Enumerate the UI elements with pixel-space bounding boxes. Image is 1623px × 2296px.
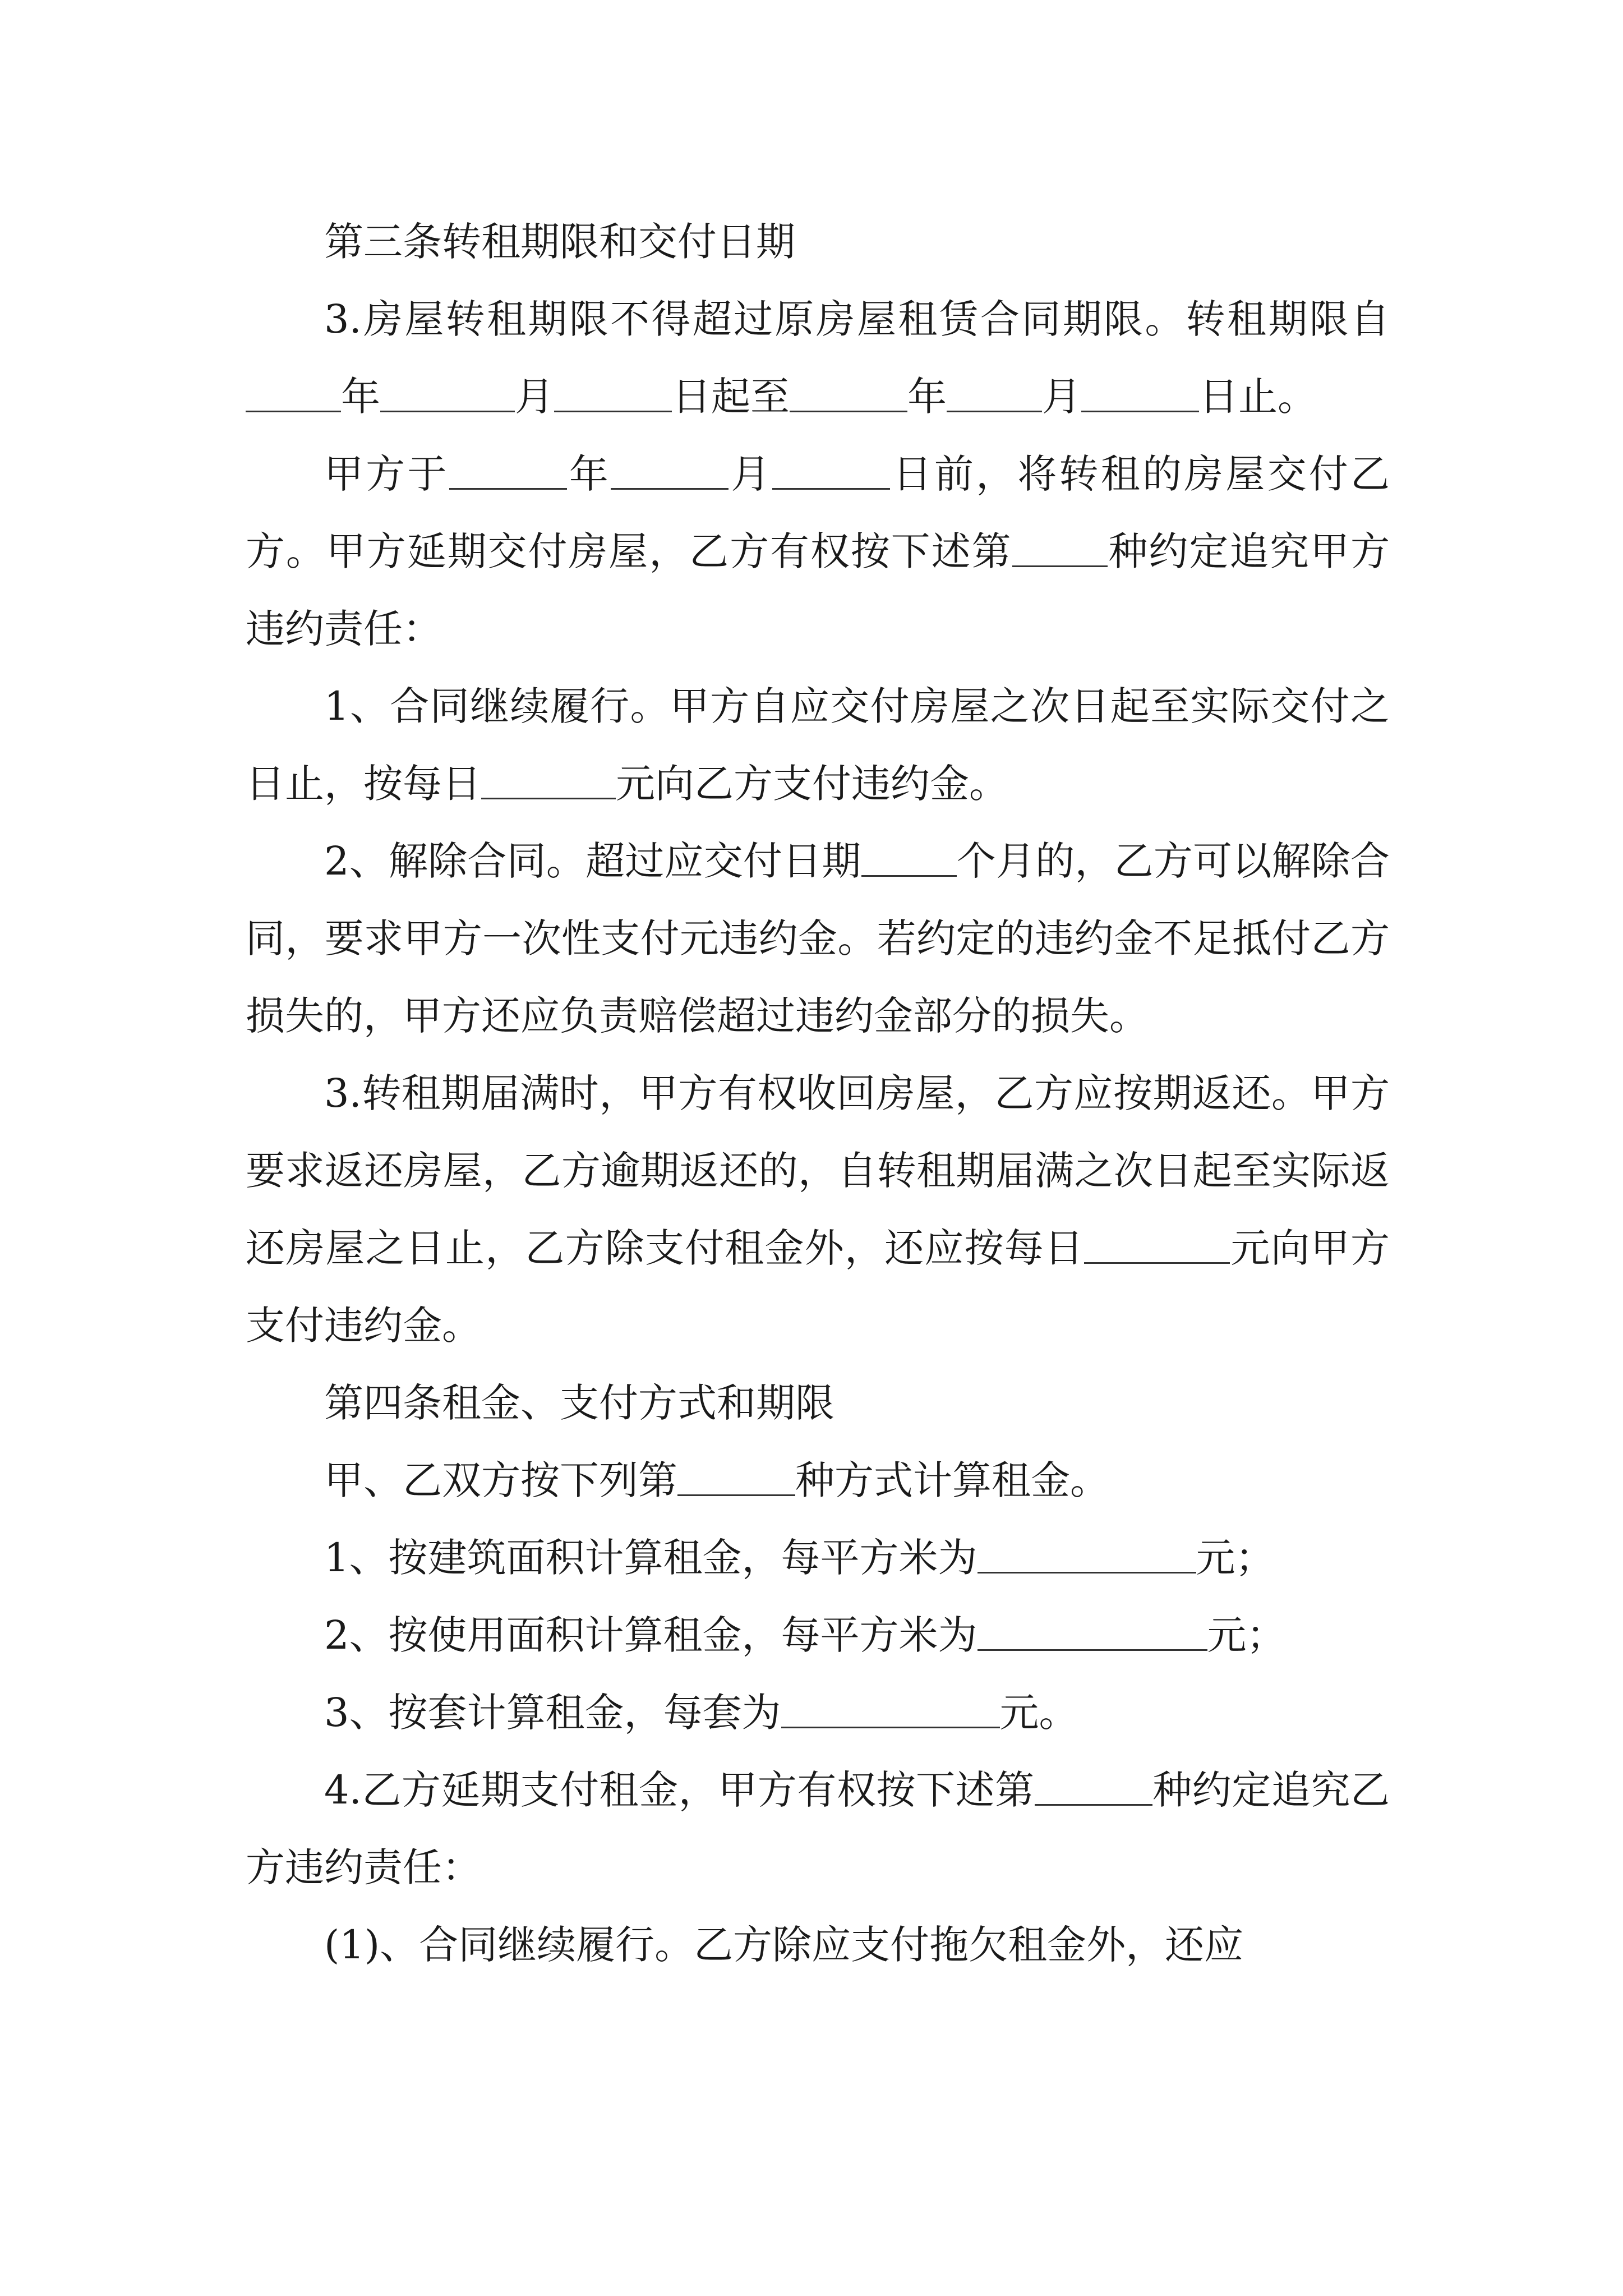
blank-option-number: [1012, 528, 1108, 567]
section3-delivery-paragraph: 甲方于 年 月 日前，将转租的房屋交付乙方。甲方延期交付房屋，乙方有权按下述第 种约定追究甲方违约责任：: [246, 451, 1390, 652]
section3-item-2: 2、解除合同。超过应交付日期 个月的，乙方可以解除合同，要求甲方一次性支付元违约金。若约定的违约金不足抵付乙方损失的，甲方还应负责赔偿超过违约金部分的损失。: [246, 838, 1390, 1039]
blank-start-month: [380, 373, 515, 412]
blank-price-per-unit: [781, 1689, 1000, 1728]
section4-option-3: 3、按套计算租金，每套为 元。: [324, 1690, 1078, 1736]
blank-price-usable-area: [978, 1612, 1207, 1651]
blank-delivery-day: [772, 450, 890, 490]
section4-option-1: 1、按建筑面积计算租金，每平方米为 元；: [324, 1535, 1275, 1581]
section3-heading: 第三条转租期限和交付日期: [324, 219, 795, 265]
section4-intro: 甲、乙双方按下列第 种方式计算租金。: [324, 1457, 1109, 1503]
section4-option-2: 2、按使用面积计算租金，每平方米为 元；: [324, 1612, 1286, 1658]
blank-rent-method: [677, 1457, 795, 1496]
section3-return-paragraph: 3.转租期届满时，甲方有权收回房屋，乙方应按期返还。甲方要求返还房屋，乙方逾期返还的，自转租期届满之次日起至实际返还房屋之日止，乙方除支付租金外，还应按每日 元向甲方支付违约金。: [246, 1070, 1390, 1349]
blank-delivery-year: [449, 450, 567, 490]
document-body: [246, 203, 1390, 1984]
blank-start-year: [246, 373, 341, 412]
section4-late-payment: 4.乙方延期支付租金，甲方有权按下述第 种约定追究乙方违约责任：: [246, 1767, 1390, 1890]
section3-term-paragraph: 3.房屋转租期限不得超过原房屋租赁合同期限。转租期限自年 月 日起至 年 月 日止。: [246, 280, 1390, 435]
blank-start-day: [554, 373, 672, 412]
blank-return-penalty: [1084, 1225, 1230, 1264]
section4-sub-1: (1)、合同继续履行。乙方除应支付拖欠租金外，还应: [324, 1922, 1244, 1968]
blank-end-year: [790, 373, 907, 412]
blank-price-building-area: [978, 1534, 1196, 1573]
blank-months-overdue: [861, 838, 957, 877]
blank-end-day: [1081, 373, 1199, 412]
blank-late-option: [1035, 1766, 1152, 1806]
section3-item-1: 1、合同继续履行。甲方自应交付房屋之次日起至实际交付之日止，按每日 元向乙方支付违约金。: [246, 683, 1390, 807]
blank-daily-penalty: [481, 760, 616, 799]
blank-delivery-month: [611, 450, 728, 490]
section4-heading: 第四条租金、支付方式和期限: [324, 1380, 834, 1426]
blank-end-month: [947, 373, 1042, 412]
